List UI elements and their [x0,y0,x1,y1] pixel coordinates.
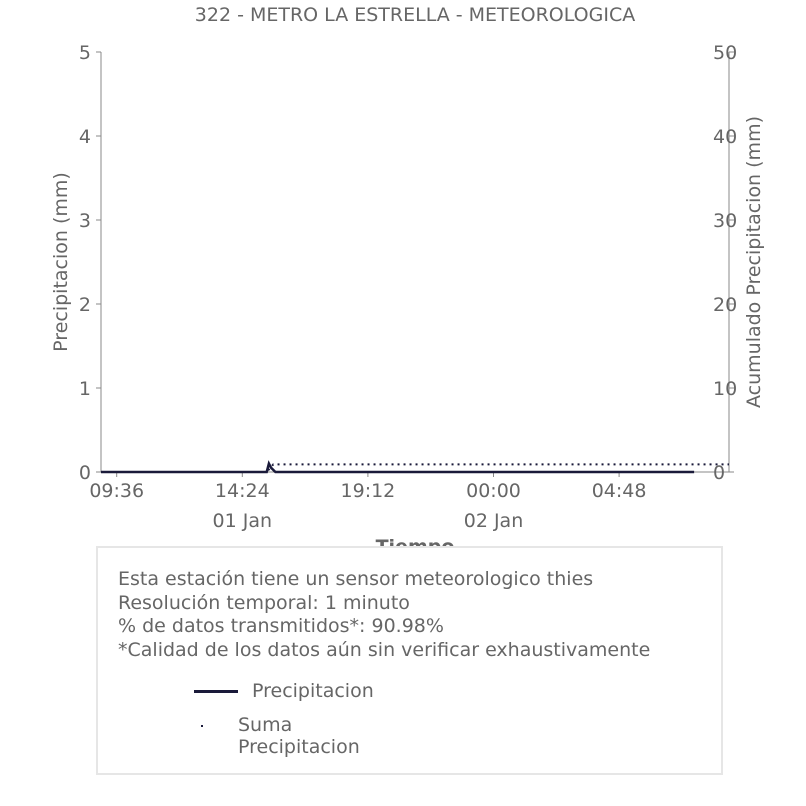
axes [101,52,729,472]
info-panel [96,546,723,775]
y-axis-left-ticks [79,42,101,484]
y-right-tick-label: 30 [713,210,738,232]
x-tick-label: 00:00 [466,480,521,502]
y-axis-right-ticks [713,42,737,484]
info-line-resolution: Resolución temporal: 1 minuto [118,591,410,614]
legend-label: Suma Precipitacion [238,714,360,758]
legend-line-swatch [194,690,238,693]
y-left-tick-label: 5 [78,42,91,64]
chart-title: 322 - METRO LA ESTRELLA - METEOROLOGICA [194,4,636,26]
x-tick-date-label: 02 Jan [463,510,524,532]
y-axis-right-label: Acumulado Precipitacion (mm) [743,116,765,408]
info-text [118,568,650,662]
data-series [101,464,729,472]
x-tick-label: 19:12 [340,480,396,502]
y-right-tick-label: 10 [713,378,738,400]
info-line-sensor: Esta estación tiene un sensor meteorologico thies [118,568,594,590]
y-right-tick-label: 40 [713,126,738,148]
legend-label: Precipitacion [252,680,374,702]
legend-dot-swatch [201,725,203,727]
x-axis-ticks [89,472,646,532]
info-line-transmitted: % de datos transmitidos*: 90.98% [118,615,444,637]
x-tick-label: 09:36 [89,480,145,502]
y-left-tick-label: 2 [78,294,91,316]
y-left-tick-label: 0 [78,462,91,484]
info-line-quality: *Calidad de los datos aún sin verificar exhaustivamente [118,638,651,661]
y-left-tick-label: 1 [78,378,91,400]
y-right-tick-label: 0 [713,462,726,484]
x-tick-label: 14:24 [214,480,270,502]
y-left-tick-label: 4 [78,126,91,148]
x-tick-label: 04:48 [591,480,647,502]
y-right-tick-label: 50 [713,42,738,64]
y-axis-left-label: Precipitacion (mm) [50,172,72,352]
y-left-tick-label: 3 [78,210,91,232]
y-right-tick-label: 20 [713,294,738,316]
x-tick-date-label: 01 Jan [212,510,273,532]
